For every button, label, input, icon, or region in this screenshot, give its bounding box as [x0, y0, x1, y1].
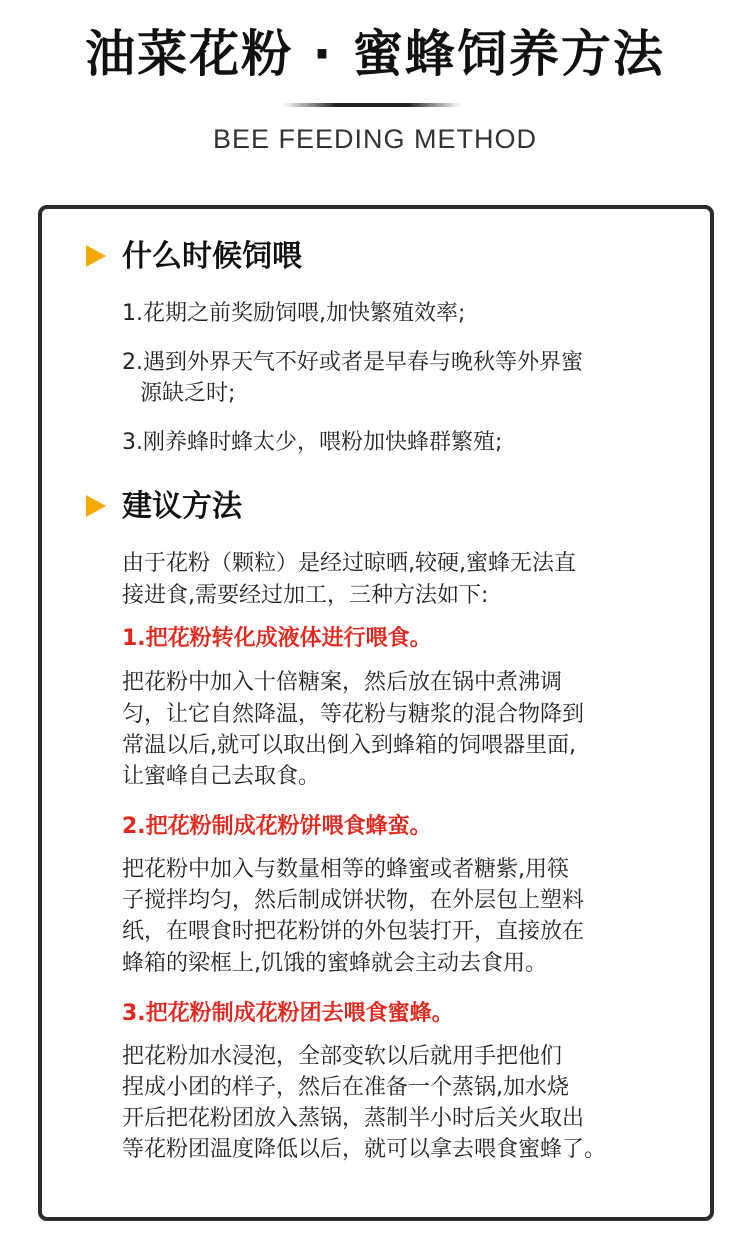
page-title: 油菜花粉 · 蜜蜂饲养方法 [85, 25, 665, 83]
method-text: 把花粉中加入与数量相等的蜂蜜或者糖紫,用筷 [122, 857, 569, 882]
section-heading-methods [86, 487, 242, 527]
method-text: 匀，让它自然降温，等花粉与糖浆的混合物降到 [122, 702, 585, 727]
method-title: 1.把花粉转化成液体进行喂食。 [122, 626, 432, 651]
method-text: 捏成小团的样子，然后在准备一个蒸锅,加水烧 [122, 1075, 569, 1100]
intro-text: 接进食,需要经过加工，三种方法如下: [122, 583, 489, 608]
method-text: 子搅拌均匀，然后制成饼状物，在外层包上塑料 [122, 888, 585, 913]
method-text: 纸，在喂食时把花粉饼的外包装打开，直接放在 [122, 919, 585, 944]
method-text: 常温以后,就可以取出倒入到蜂箱的饲喂器里面, [122, 733, 576, 758]
arrow-right-icon [86, 245, 106, 267]
method-title: 2.把花粉制成花粉饼喂食蜂蛮。 [122, 814, 432, 839]
intro-text: 由于花粉（颗粒）是经过晾晒,较硬,蜜蜂无法直 [122, 551, 576, 576]
list-item: 3.刚养蜂时蜂太少，喂粉加快蜂群繁殖; [122, 430, 503, 455]
method-title: 3.把花粉制成花粉团去喂食蜜蜂。 [122, 1001, 454, 1026]
method-text: 把花粉中加入十倍糖案，然后放在锅中煮沸调 [122, 670, 563, 695]
arrow-right-icon [86, 495, 106, 517]
section-heading-label: 什么时候饲喂 [122, 239, 302, 274]
method-text: 开后把花粉团放入蒸锅，蒸制半小时后关火取出 [122, 1106, 585, 1131]
page-subtitle: BEE FEEDING METHOD [212, 124, 538, 154]
list-item: 2.遇到外界天气不好或者是早春与晚秋等外界蜜 [122, 350, 583, 375]
method-text: 蜂箱的梁框上,饥饿的蜜蜂就会主动去食用。 [122, 951, 547, 976]
section-heading-when [86, 237, 302, 277]
title-divider [283, 103, 461, 107]
list-item: 1.花期之前奖励饲喂,加快繁殖效率; [122, 301, 466, 326]
section-heading-label: 建议方法 [122, 489, 242, 524]
method-text: 把花粉加水浸泡，全部变软以后就用手把他们 [122, 1044, 563, 1069]
method-text: 等花粉团温度降低以后，就可以拿去喂食蜜蜂了。 [122, 1137, 607, 1162]
method-text: 让蜜峰自己去取食。 [122, 764, 321, 789]
list-item-continuation: 源缺乏时; [140, 381, 236, 406]
